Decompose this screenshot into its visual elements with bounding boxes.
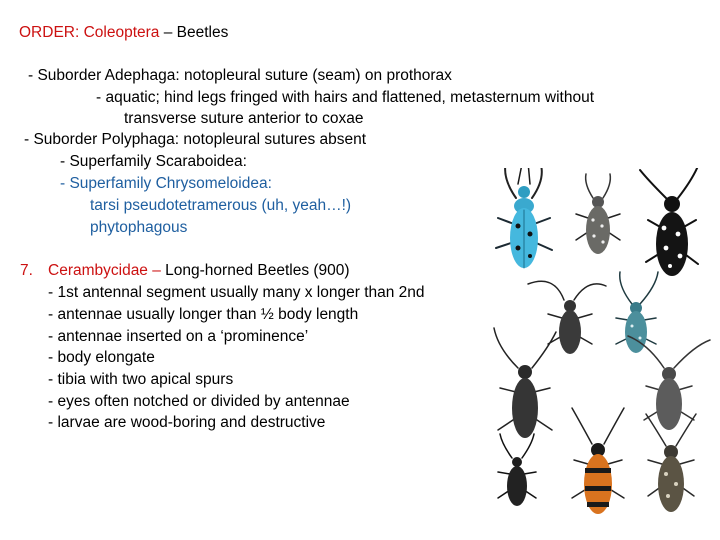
page-title <box>19 24 228 42</box>
family-common-name: Long-horned Beetles (900) <box>160 262 350 279</box>
trait-antennal-segment: - 1st antennal segment usually many x longer than 2nd <box>48 284 425 301</box>
suborder-adephaga: - Suborder Adephaga: notopleural suture (seam) on prothorax <box>28 67 452 84</box>
trait-larvae: - larvae are wood-boring and destructive <box>48 414 326 431</box>
beetle-blue-icon <box>496 168 552 268</box>
superfamily-scaraboidea: - Superfamily Scaraboidea: <box>60 153 247 170</box>
suborder-polyphaga: - Suborder Polyphaga: notopleural sutures absent <box>24 131 367 148</box>
beetle-black-spotted-icon <box>640 168 698 276</box>
family-name: Cerambycidae – <box>48 262 161 279</box>
chrysomeloidea-phytophagous: phytophagous <box>90 219 188 236</box>
beetle-specimens-photo <box>488 168 716 540</box>
adephaga-trait-continuation: transverse suture anterior to coxae <box>124 110 364 127</box>
adephaga-trait-aquatic: - aquatic; hind legs fringed with hairs and flattened, metasternum without <box>96 89 594 106</box>
order-name: Coleoptera <box>83 24 160 41</box>
trait-tibia-spurs: - tibia with two apical spurs <box>48 371 234 388</box>
order-label: ORDER: <box>19 24 84 41</box>
title-dash: – <box>159 24 177 41</box>
family-heading <box>20 262 350 280</box>
chrysomeloidea-tarsi: tarsi pseudotetramerous (uh, yeah…!) <box>90 197 352 214</box>
beetle-speckled-icon <box>576 174 620 254</box>
family-number: 7. <box>20 262 33 279</box>
trait-antennae-insertion: - antennae inserted on a ‘prominence’ <box>48 328 309 345</box>
beetle-orange-banded-icon <box>572 408 624 514</box>
order-common-name: Beetles <box>176 24 229 41</box>
beetle-large-dark-icon <box>494 328 556 438</box>
beetle-dark-long-antennae-icon <box>528 281 606 354</box>
beetle-black-small-icon <box>498 434 536 506</box>
trait-eyes-notched: - eyes often notched or divided by antennae <box>48 393 350 410</box>
trait-body-elongate: - body elongate <box>48 349 155 366</box>
trait-antennae-length: - antennae usually longer than ½ body length <box>48 306 359 323</box>
superfamily-chrysomeloidea: - Superfamily Chrysomeloidea: <box>60 175 272 192</box>
